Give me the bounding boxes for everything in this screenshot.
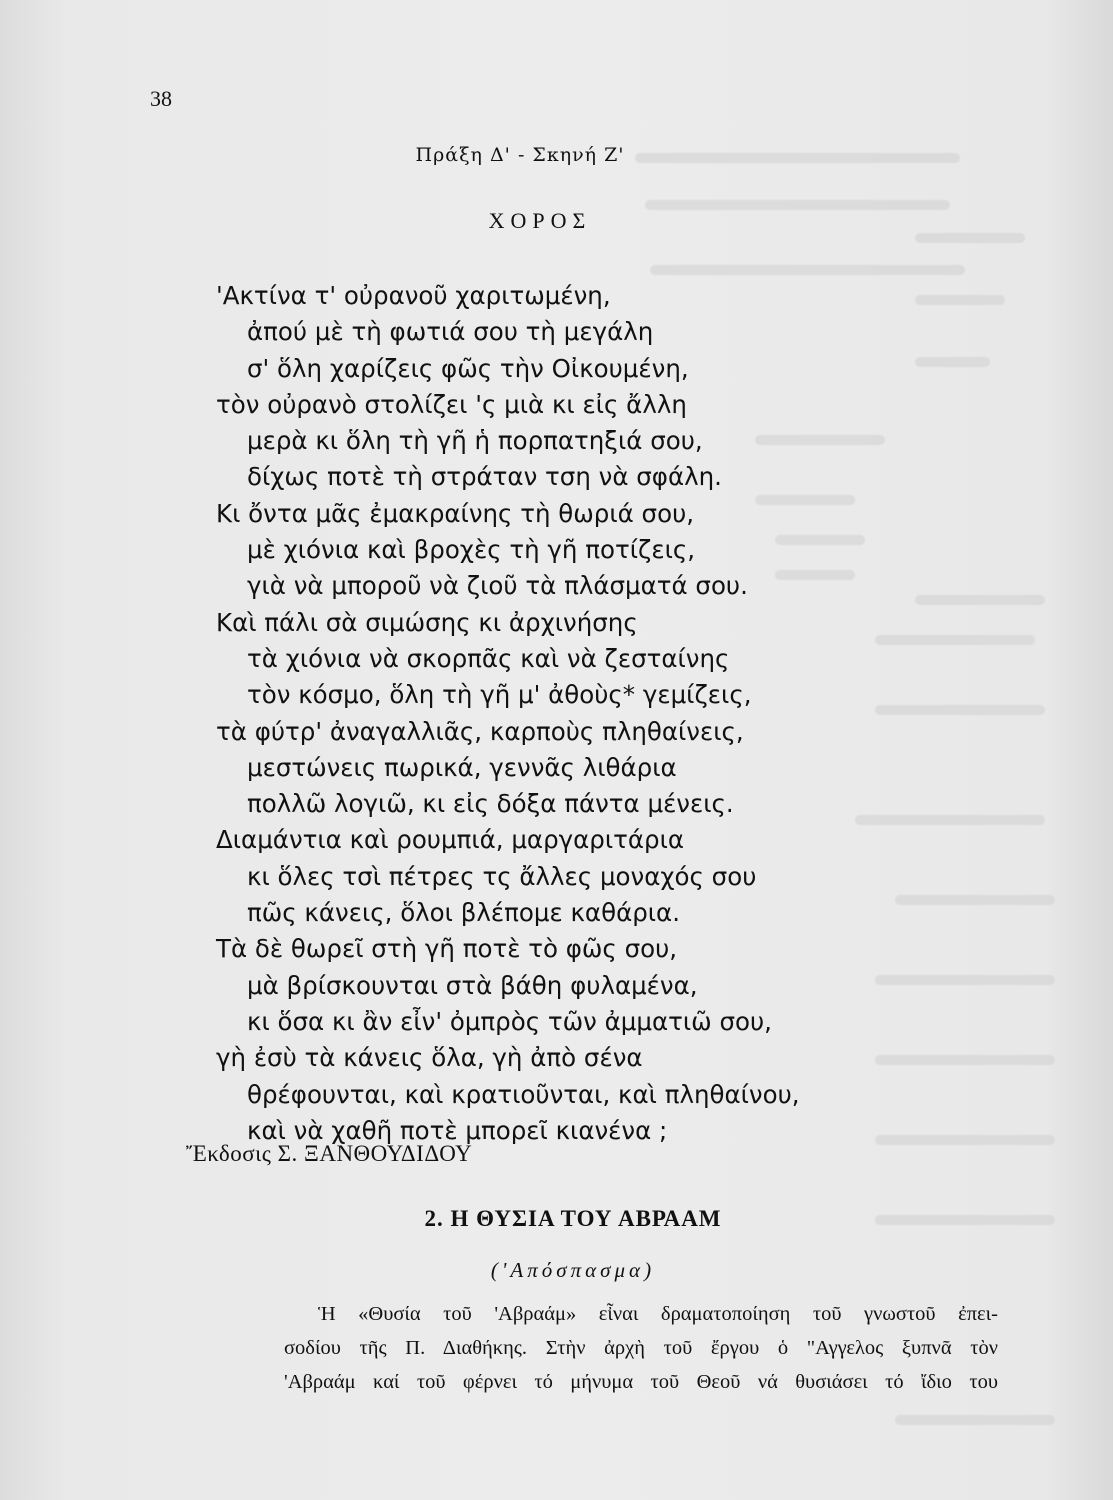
intro-paragraph	[284, 1303, 998, 1405]
intro-line: Ἡ «Θυσία τοῦ 'Αβραάμ» εἶναι δραματοποίηση τοῦ γνωστοῦ ἐπει-	[318, 1303, 998, 1325]
poem-line: καὶ νὰ χαθῆ ποτὲ μπορεῖ κιανένα ;	[247, 1115, 668, 1145]
poem-line: Καὶ πάλι σὰ σιμώσης κι ἀρχινήσης	[216, 607, 638, 637]
poem-line: πῶς κάνεις, ὅλοι βλέπομε καθάρια.	[247, 898, 680, 928]
intro-line: σοδίου τῆς Π. Διαθήκης. Στὴν ἀρχὴ τοῦ ἔργου ὁ "Αγγελος ξυπνᾶ τὸν	[284, 1337, 998, 1359]
edition-note: Ἔκδοσις Σ. ΞΑΝΘΟΥΔΙΔΟΥ	[186, 1141, 473, 1166]
poem-line: τὰ χιόνια νὰ σκορπᾶς καὶ νὰ ζεσταίνης	[247, 643, 730, 673]
poem-line: κι ὅσα κι ἂν εἶν' ὀμπρὸς τῶν ἀμματιῶ σου,	[247, 1006, 772, 1036]
poem-line: πολλῶ λογιῶ, κι εἰς δόξα πάντα μένεις.	[247, 789, 734, 819]
poem-line: τὸν οὐρανὸ στολίζει 'ς μιὰ κι εἰς ἄλλη	[216, 389, 687, 419]
page-number: 38	[150, 86, 172, 111]
section-subtitle: ('Απόσπασμα)	[490, 1258, 656, 1282]
poem-line: ἀπού μὲ τὴ φωτιά σου τὴ μεγάλη	[247, 317, 654, 347]
poem-line: Διαμάντια καὶ ρουμπιά, μαργαριτάρια	[216, 825, 685, 855]
poem-line: μερὰ κι ὅλη τὴ γῆ ἡ πορπατηξιά σου,	[247, 426, 703, 456]
poem-line: Κι ὄντα μᾶς ἐμακραίνης τὴ θωριά σου,	[216, 498, 695, 528]
poem-line: σ' ὅλη χαρίζεις φῶς τὴν Οἰκουμένη,	[247, 353, 689, 383]
poem-line: μεστώνεις πωρικά, γεννᾶς λιθάρια	[247, 752, 677, 782]
poem-line: γὴ ἐσὺ τὰ κάνεις ὅλα, γὴ ἀπὸ σένα	[216, 1043, 643, 1073]
poem-line: κι ὅλες τσὶ πέτρες τς ἄλλες μοναχός σου	[247, 861, 757, 891]
intro-line: 'Αβραάμ καί τοῦ φέρνει τό μήνυμα τοῦ Θεοῦ νά θυσιάσει τό ἴδιο του	[284, 1371, 998, 1393]
poem-line: μὲ χιόνια καὶ βροχὲς τὴ γῆ ποτίζεις,	[247, 535, 696, 565]
poem	[216, 281, 800, 1152]
poem-line: γιὰ νὰ μποροῦ νὰ ζιοῦ τὰ πλάσματά σου.	[247, 571, 748, 601]
poem-line: τὰ φύτρ' ἀναγαλλιᾶς, καρποὺς πληθαίνεις,	[216, 716, 744, 746]
poem-line: Τὰ δὲ θωρεῖ στὴ γῆ ποτὲ τὸ φῶς σου,	[216, 934, 678, 964]
poem-line: τὸν κόσμο, ὅλη τὴ γῆ μ' ἀθοὺς* γεμίζεις,	[247, 680, 752, 710]
poem-line: θρέφουνται, καὶ κρατιοῦνται, καὶ πληθαίνου,	[247, 1079, 800, 1109]
poem-line: δίχως ποτὲ τὴ στράταν τση νὰ σφάλη.	[247, 462, 722, 492]
poem-line: 'Ακτίνα τ' οὐρανοῦ χαριτωμένη,	[216, 281, 611, 310]
chorus-heading: ΧΟΡΟΣ	[488, 208, 592, 233]
poem-line: μὰ βρίσκουνται στὰ βάθη φυλαμένα,	[247, 970, 698, 1000]
act-scene-heading: Πράξη Δ' - Σκηνή Ζ'	[415, 144, 625, 166]
section-title: 2. Η ΘΥΣΙΑ ΤΟΥ ΑΒΡΑΑΜ	[424, 1206, 722, 1231]
